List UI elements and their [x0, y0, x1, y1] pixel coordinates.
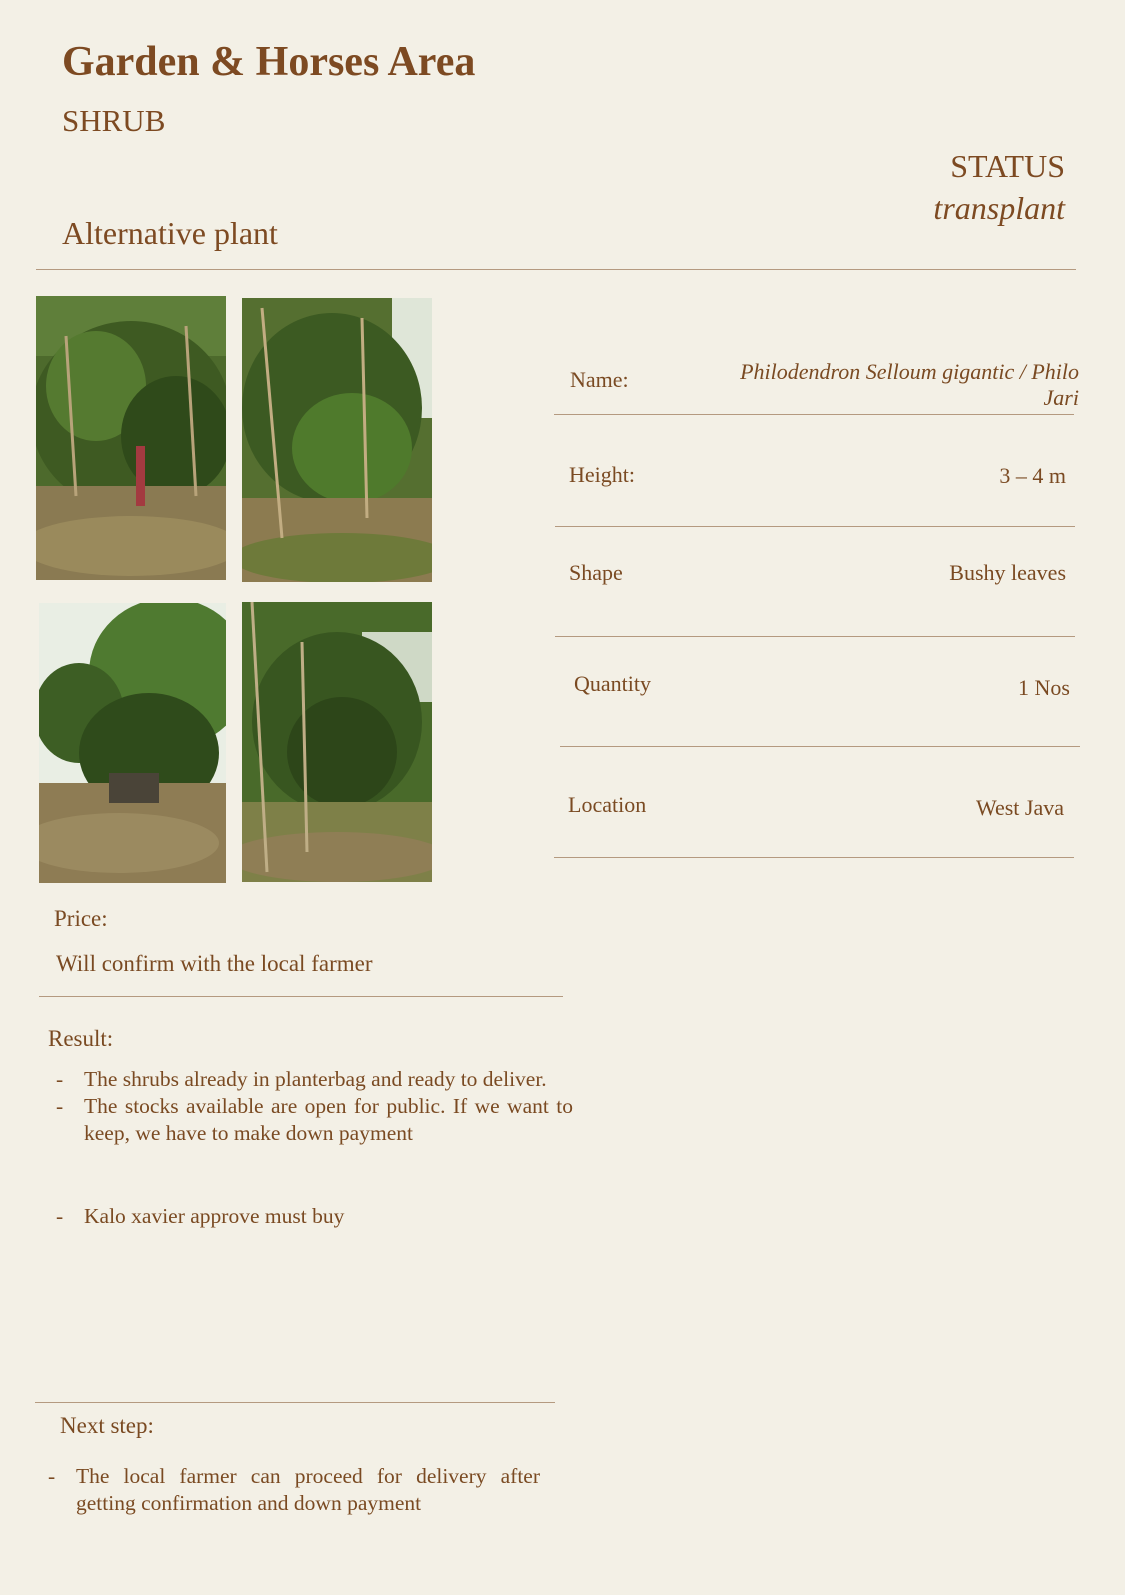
next-step-list — [48, 1463, 540, 1517]
status-value: transplant — [933, 190, 1065, 226]
subtitle: Alternative plant — [62, 215, 278, 251]
result-list — [56, 1066, 573, 1230]
bullet-dash: - — [56, 1094, 64, 1118]
shape-label: Shape — [569, 560, 623, 585]
location-label: Location — [568, 792, 647, 817]
price-divider — [39, 996, 563, 997]
price-value: Will confirm with the local farmer — [56, 951, 373, 976]
height-value: 3 – 4 m — [999, 463, 1066, 488]
name-label: Name: — [570, 367, 629, 392]
next-step-divider — [35, 1402, 555, 1403]
result-item: - Kalo xavier approve must buy — [56, 1204, 345, 1228]
bullet-dash: - — [56, 1204, 64, 1228]
quantity-value: 1 Nos — [1018, 675, 1070, 700]
shrub-photo-3 — [39, 603, 226, 883]
result-label: Result: — [48, 1026, 114, 1051]
location-divider — [554, 857, 1074, 858]
header-divider — [36, 269, 1076, 270]
shrub-photo-2 — [242, 298, 432, 582]
status-label: STATUS — [950, 148, 1065, 184]
price-label: Price: — [54, 906, 108, 931]
bullet-dash: - — [56, 1067, 64, 1091]
page-title: Garden & Horses Area — [62, 39, 476, 85]
result-item: - The shrubs already in planterbag and ready to deliver. — [56, 1067, 547, 1091]
next-step-label: Next step: — [60, 1413, 154, 1438]
height-label: Height: — [569, 462, 635, 487]
result-item: - The stocks available are open for public. If we want to keep, we have to make down payment — [56, 1094, 573, 1145]
quantity-divider — [560, 746, 1080, 747]
shape-divider — [555, 636, 1075, 637]
height-divider — [555, 526, 1075, 527]
name-value: Philodendron Selloum gigantic / Philo Jari — [740, 359, 1079, 410]
location-value: West Java — [975, 795, 1064, 820]
quantity-label: Quantity — [574, 671, 651, 696]
shrub-photo-1 — [36, 296, 226, 580]
shrub-photo-4 — [242, 602, 432, 882]
category-label: SHRUB — [62, 103, 166, 138]
bullet-dash: - — [48, 1464, 56, 1488]
next-step-item: - The local farmer can proceed for delivery after getting confirmation and down payment — [48, 1464, 540, 1515]
name-divider — [554, 414, 1074, 415]
shape-value: Bushy leaves — [949, 560, 1066, 585]
